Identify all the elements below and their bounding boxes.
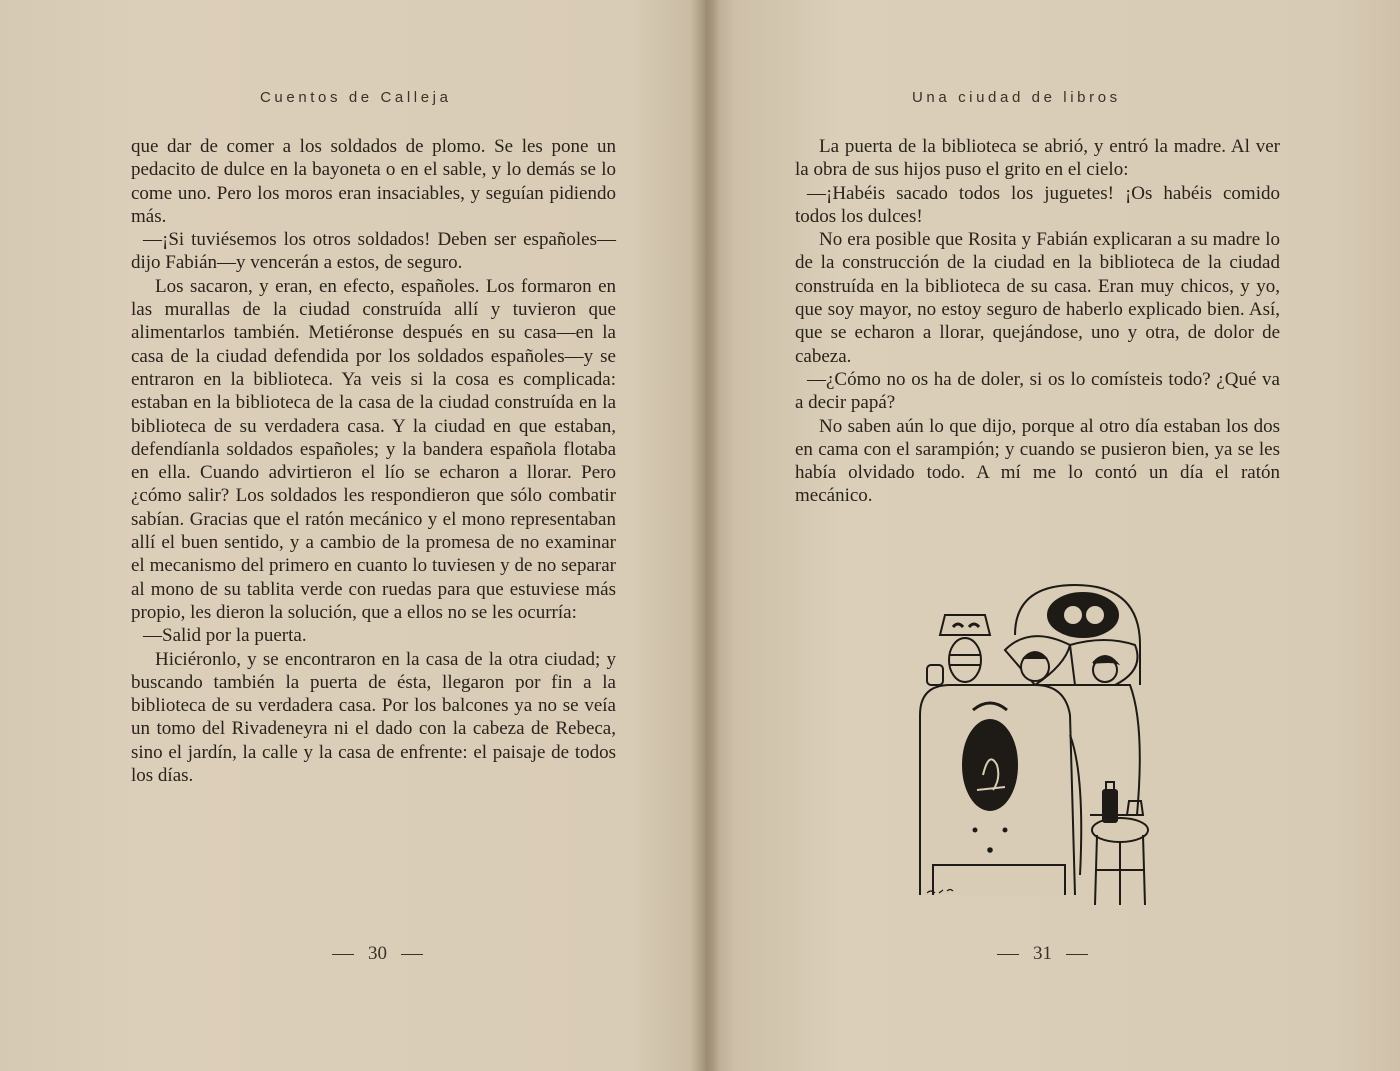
paragraph: —Salid por la puerta. <box>143 625 307 647</box>
paragraph: Hiciéronlo, y se encontraron en la casa de la otra ciudad; y buscando también la puerta de ésta, llegaron por fin a la biblioteca de su verdadera casa. Por los balcones ya no se veía un tomo del Rivadeneyra ni el dado con la cabeza de Rebeca, sino el jardín, la calle y la casa de enfrente: el paisaje de todos los días. <box>131 648 616 787</box>
left-page-text <box>131 135 616 787</box>
folio-dash <box>997 954 1019 955</box>
right-page-text <box>795 135 1280 508</box>
right-page <box>705 0 1400 1071</box>
paragraph: —¿Cómo no os ha de doler, si os lo comísteis todo? ¿Qué va a decir papá? <box>795 368 1280 414</box>
running-head-right: Una ciudad de libros <box>912 89 1121 106</box>
folio-dash <box>401 954 423 955</box>
paragraph: —¡Si tuviésemos los otros soldados! Deben ser españoles—dijo Fabián—y vencerán a estos, de seguro. <box>131 229 616 274</box>
paragraph: No era posible que Rosita y Fabián explicaran a su madre lo de la construcción de la ciudad en la biblioteca de la ciudad construída en la biblioteca de su casa. Eran muy chicos, y yo, que soy mayor, no estoy seguro de haberlo explicado bien. Así, que se echaron a llorar, quejándose, uno y otra, de dolor de cabeza. <box>795 229 1280 367</box>
page-number-left <box>318 943 437 965</box>
paragraph: que dar de comer a los soldados de plomo. Se les pone un pedacito de dulce en la bayoneta o en el sable, y lo demás se lo come uno. Pero los moros eran insaciables, y seguían pidiendo más. <box>131 136 616 227</box>
paragraph: —¡Habéis sacado todos los juguetes! ¡Os habéis comido todos los dulces! <box>795 182 1280 227</box>
running-head-left: Cuentos de Calleja <box>260 89 452 106</box>
paragraph: Los sacaron, y eran, en efecto, españoles. Los formaron en las murallas de la ciudad construída allí y tuvieron que alimentarlos también. Metiéronse después en su casa—en la casa de la ciudad defendida por los soldados españoles—y se entraron en la biblioteca. Ya veis si la cosa es complicada: estaban en la biblioteca de la casa de la ciudad construída en la biblioteca de su verdadera casa. Y la ciudad en que estaban, defendíanla soldados españoles; y la bandera española flotaba en ella. Cuando advirtieron el lío se echaron a llorar. Pero ¿cómo salir? Los soldados les respondieron que sólo combatir sabían. Gracias que el ratón mecánico y el mono representaban allí el buen sentido, y a cambio de la promesa de no examinar el mecanismo del primero en cuanto lo tuviesen y de no separar al mono de su tablita verde con ruedas para que estuviese más propio, les dieron la solución, que a ellos no se les ocurría: <box>131 275 616 623</box>
folio-dash <box>1066 954 1088 955</box>
page-number-value: 31 <box>1033 943 1052 964</box>
page-number-value: 30 <box>368 943 387 964</box>
page-number-right <box>983 943 1102 965</box>
folio-dash <box>332 954 354 955</box>
children-in-bed-illustration <box>905 575 1165 915</box>
paragraph: No saben aún lo que dijo, porque al otro día estaban los dos en cama con el sarampión; y cuando se pusieron bien, ya se les había olvidado todo. A mí me lo contó un día el ratón mecánico. <box>795 415 1280 507</box>
paragraph: La puerta de la biblioteca se abrió, y entró la madre. Al ver la obra de sus hijos puso el grito en el cielo: <box>795 136 1280 181</box>
